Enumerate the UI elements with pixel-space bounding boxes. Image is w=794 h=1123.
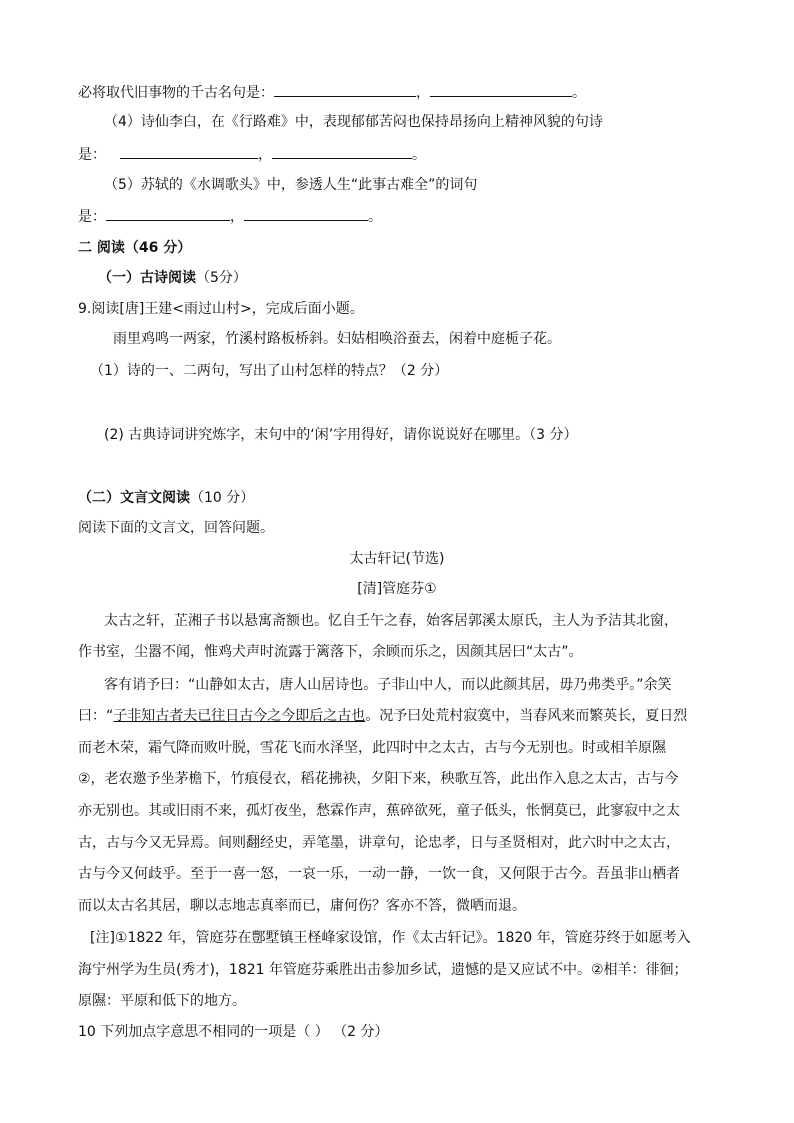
part1-score: （5分） [196, 270, 247, 286]
para2-line: 而老木荣，霜气降而败叶脱，雪花飞而水泽坚，此四时中之太古，古与今无别也。时或相羊原隰 [78, 740, 666, 756]
answer-prefix: 是： [78, 147, 106, 163]
answer-prefix: 是： [78, 209, 106, 225]
q8-item4: （4）诗仙李白，在《行路难》中，表现郁郁苦闷也保持昂扬向上精神风貌的句诗 [104, 114, 603, 130]
para2-line: 客有诮予曰：“山静如太古，唐人山居诗也。子非山中人，而以此颜其居，毋乃弗类乎。”余笑 [104, 677, 672, 693]
para1-line: 作书室，尘嚣不闻，惟鸡犬声时流露于篱落下，余顾而乐之，因颜其居曰“太古”。 [78, 644, 583, 660]
para1-line: 太古之轩，芷湘子书以悬寓斋额也。忆自壬午之春，始客居郭溪太原氏，主人为予洁其北窗， [104, 613, 678, 629]
underlined-sentence: 子非知古者夫已往日古今之今即后之古也 [113, 708, 366, 724]
answer-blank[interactable] [120, 144, 258, 159]
para2-line [78, 706, 687, 726]
part2-score: （10 分） [190, 490, 255, 506]
part2-heading [78, 488, 254, 508]
essay-author: [清]管庭芬① [357, 581, 437, 597]
part2-instruction: 阅读下面的文言文，回答问题。 [78, 520, 274, 536]
section-title: 二 阅读（46 分） [78, 240, 192, 256]
q8-line1-text: 必将取代旧事物的千古名句是： [78, 85, 274, 101]
answer-blank[interactable] [430, 82, 572, 97]
q8-item4-answer [78, 144, 426, 164]
separator: ， [230, 209, 244, 225]
para2-line: 亦无别也。其或旧雨不来，孤灯夜坐，愁霖作声，蕉碎欲死，童子低头，怅惘莫已，此寥寂中之太 [78, 803, 680, 819]
para2-line: 古与今又何歧乎。至于一喜一怒，一哀一乐，一动一静，一饮一食，又何限于古今。吾虽非山栖者 [78, 866, 680, 882]
answer-blank[interactable] [244, 206, 368, 221]
q8-item5-answer [78, 206, 382, 226]
answer-blank[interactable] [272, 144, 412, 159]
separator: ， [258, 147, 272, 163]
q8-item5: （5）苏轼的《水调歌头》中，参透人生“此事古难全”的词句 [104, 177, 478, 193]
period: 。 [412, 147, 426, 163]
part1-title: （一）古诗阅读 [98, 270, 196, 286]
para2-line: ②，老农邀予坐茅檐下，竹痕侵衣，稻花拂袂，夕阳下来，秧歌互答，此出作入息之太古，古与今 [78, 771, 679, 787]
q8-line1 [78, 82, 586, 102]
para2-line: 而以太古名其居，聊以志地志真率而已，庸何伤？客亦不答，微哂而退。 [78, 898, 526, 914]
quote-open: 曰：“ [78, 708, 114, 724]
q9-sub1: （1）诗的一、二两句，写出了山村怎样的特点？（2 分） [90, 363, 449, 379]
essay-title: 太古轩记(节选) [349, 551, 445, 567]
period: 。 [368, 209, 382, 225]
answer-blank[interactable] [274, 82, 416, 97]
para2-line: 古，古与今又无异焉。间则翻经史，弄笔墨，讲章句，论忠孝，日与圣贤相对，此六时中之太古， [78, 835, 680, 851]
note-line: [注]①1822 年，管庭芬在鄷墅镇王柽峰家设馆，作《太古轩记》。1820 年，管庭芬终于如愿考入 [90, 930, 691, 946]
part2-title: （二）文言文阅读 [78, 490, 190, 506]
q9-sub2: (2) 古典诗词讲究炼字，末句中的‘闲’字用得好，请你说说好在哪里。（3 分） [104, 427, 578, 443]
note-line: 海宁州学为生员(秀才)，1821 年管庭芬乘胜出击参加乡试，遗憾的是又应试不中。②相羊：徘徊； [78, 962, 688, 978]
answer-blank[interactable] [106, 206, 230, 221]
separator: ， [416, 85, 430, 101]
part1-heading [98, 268, 247, 288]
note-line: 原隰：平原和低下的地方。 [78, 993, 246, 1009]
q9-title: 9.阅读[唐]王建<雨过山村>，完成后面小题。 [78, 301, 364, 317]
para2-text: 。况予曰处荒村寂寞中，当春风来而繁英长，夏日烈 [365, 708, 688, 724]
period: 。 [572, 85, 586, 101]
poem: 雨里鸡鸣一两家，竹溪村路板桥斜。妇姑相唤浴蚕去，闲着中庭栀子花。 [113, 331, 561, 347]
q10-prompt: 10 下列加点字意思不相同的一项是（ ） （2 分） [78, 1024, 389, 1040]
